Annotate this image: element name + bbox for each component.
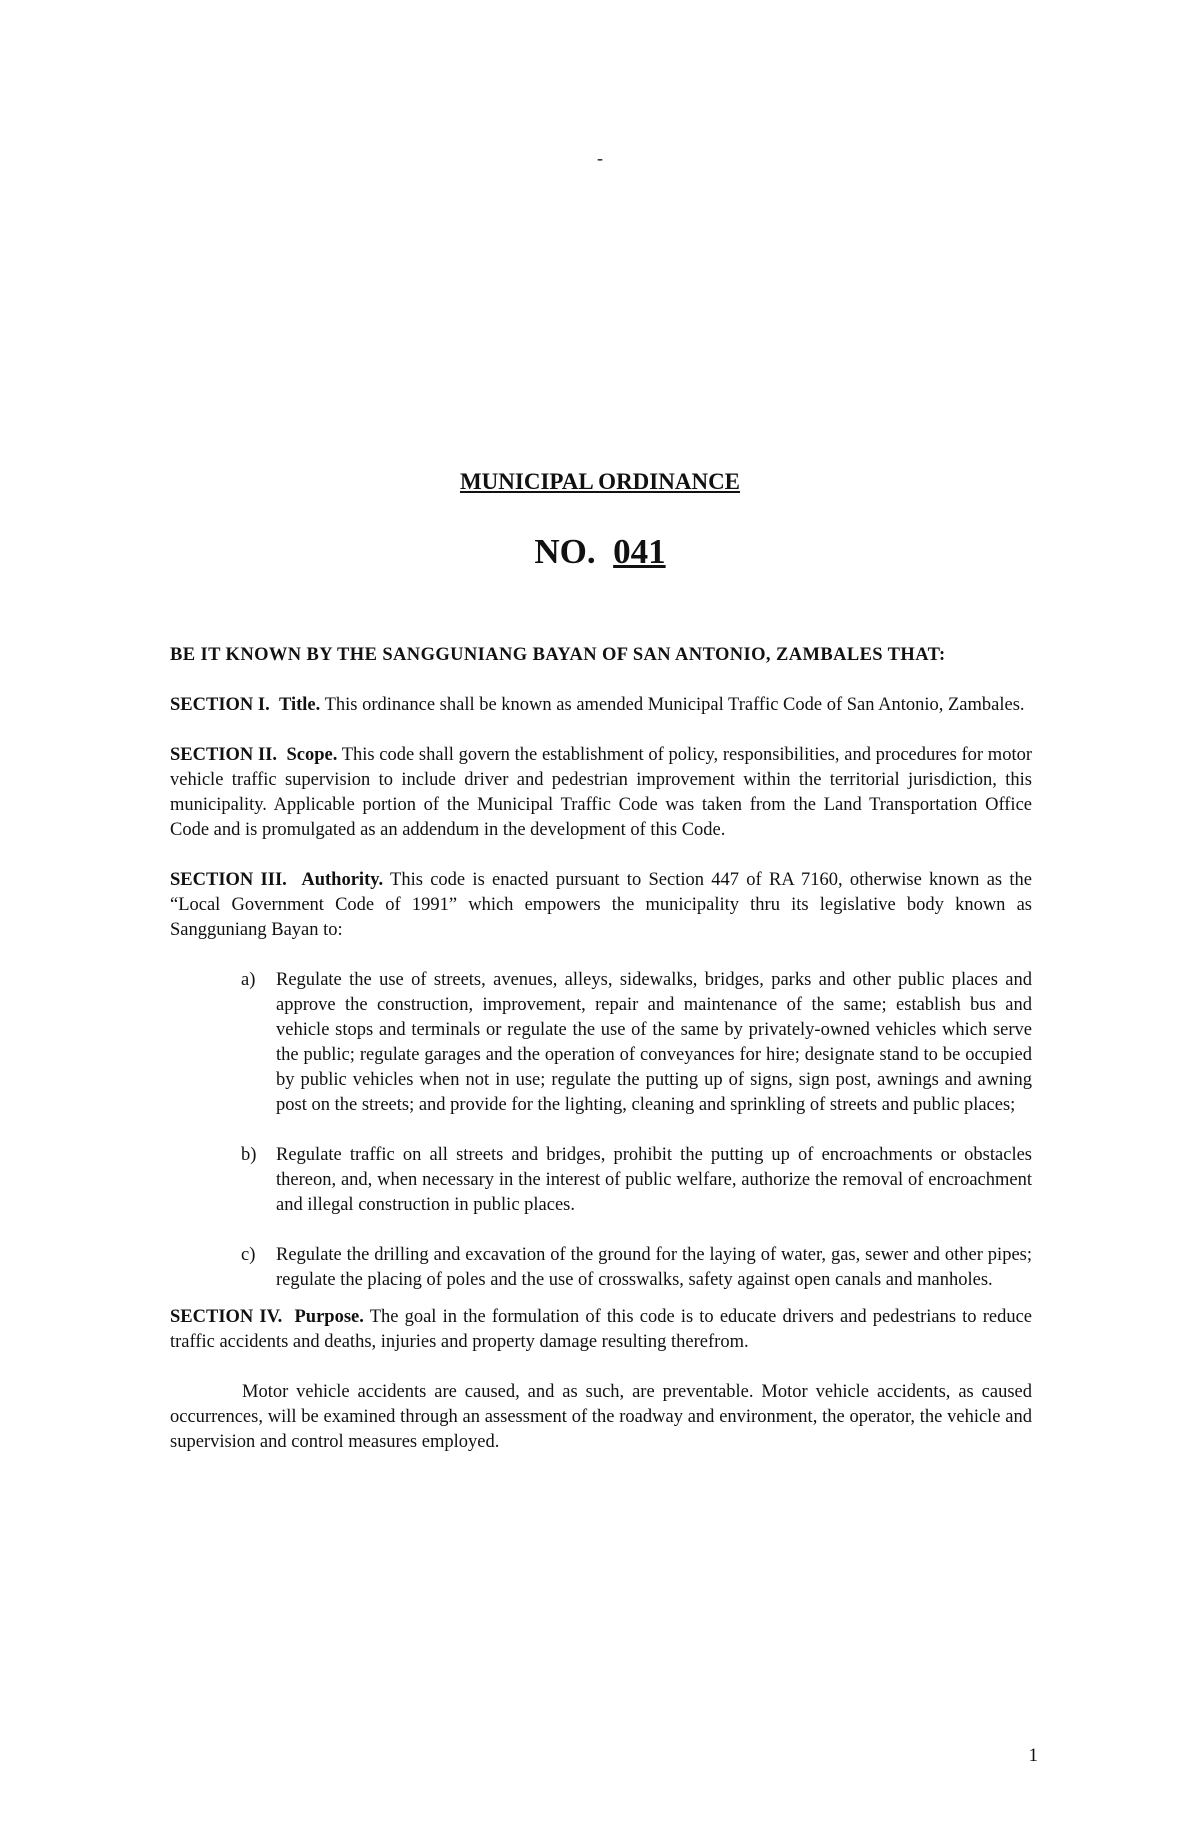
section-heading: SECTION II. (170, 745, 278, 765)
list-item (170, 968, 1032, 1118)
list-marker: c) (241, 1245, 256, 1265)
section-authority (170, 868, 1032, 943)
section-purpose (170, 1305, 1032, 1355)
list-item-text: Regulate traffic on all streets and bridges, prohibit the putting up of encroachments or obstacles thereon, and, when necessary in the interest of public welfare, authorize the removal of encroachment and illegal construction in public places. (276, 1145, 1032, 1215)
ordinance-number-label: NO. (534, 532, 596, 571)
section-title (170, 693, 1032, 718)
ordinance-number (0, 531, 1200, 573)
page-number: 1 (1028, 1745, 1038, 1766)
section-subject: Scope. (286, 745, 338, 765)
list-item (170, 1143, 1032, 1218)
purpose-continuation: Motor vehicle accidents are caused, and as such, are preventable. Motor vehicle accidents, as caused occurrences, will be examined through an assessment of the roadway and environment, the operator, the vehicle and supervision and control measures employed. (170, 1382, 1032, 1452)
section-heading: SECTION I. (170, 695, 270, 715)
section-subject: Purpose. (294, 1307, 364, 1327)
ordinance-title: MUNICIPAL ORDINANCE (459, 469, 741, 494)
list-item-text: Regulate the drilling and excavation of the ground for the laying of water, gas, sewer and other pipes; regulate the placing of poles and the use of crosswalks, safety against open canals and manholes. (276, 1245, 1032, 1290)
list-marker: a) (241, 970, 256, 990)
section-text: This code is enacted pursuant to Section 447 of RA 7160, otherwise known as the “Local Government Code of 1991” which empowers the municipality thru its legislative body known as Sangguniang Bayan to: (170, 870, 1032, 940)
section-text: This code shall govern the establishment of policy, responsibilities, and procedures for motor vehicle traffic supervision to include driver and pedestrian improvement within the territorial jurisdiction, this municipality. Applicable portion of the Municipal Traffic Code was taken from the Land Transportation Office Code and is promulgated as an addendum in the development of this Code. (170, 745, 1032, 840)
ordinance-body (170, 643, 1032, 1480)
section-heading: SECTION IV. (170, 1307, 283, 1327)
section-subject: Title. (278, 695, 321, 715)
list-marker: b) (241, 1145, 257, 1165)
section-scope (170, 743, 1032, 843)
section-text: The goal in the formulation of this code is to educate drivers and pedestrians to reduce traffic accidents and deaths, injuries and property damage resulting therefrom. (170, 1307, 1032, 1352)
authority-list (170, 968, 1032, 1293)
list-item-text: Regulate the use of streets, avenues, alleys, sidewalks, bridges, parks and other public places and approve the construction, improvement, repair and maintenance of the same; establish bus and vehicle stops and terminals or regulate the use of the same by privately-owned vehicles which serve the public; regulate garages and the operation of conveyances for hire; designate stand to be occupied by public vehicles when not in use; regulate the putting up of signs, sign post, awnings and awning post on the streets; and provide for the lighting, cleaning and sprinkling of streets and public places; (276, 970, 1032, 1115)
list-item (170, 1243, 1032, 1293)
top-mark: - (597, 148, 603, 168)
section-subject: Authority. (301, 870, 384, 890)
preamble: BE IT KNOWN BY THE SANGGUNIANG BAYAN OF SAN ANTONIO, ZAMBALES THAT: (170, 645, 946, 665)
section-text: This ordinance shall be known as amended Municipal Traffic Code of San Antonio, Zambales. (324, 695, 1025, 715)
ordinance-number-value: 041 (613, 532, 666, 571)
section-heading: SECTION III. (170, 870, 287, 890)
